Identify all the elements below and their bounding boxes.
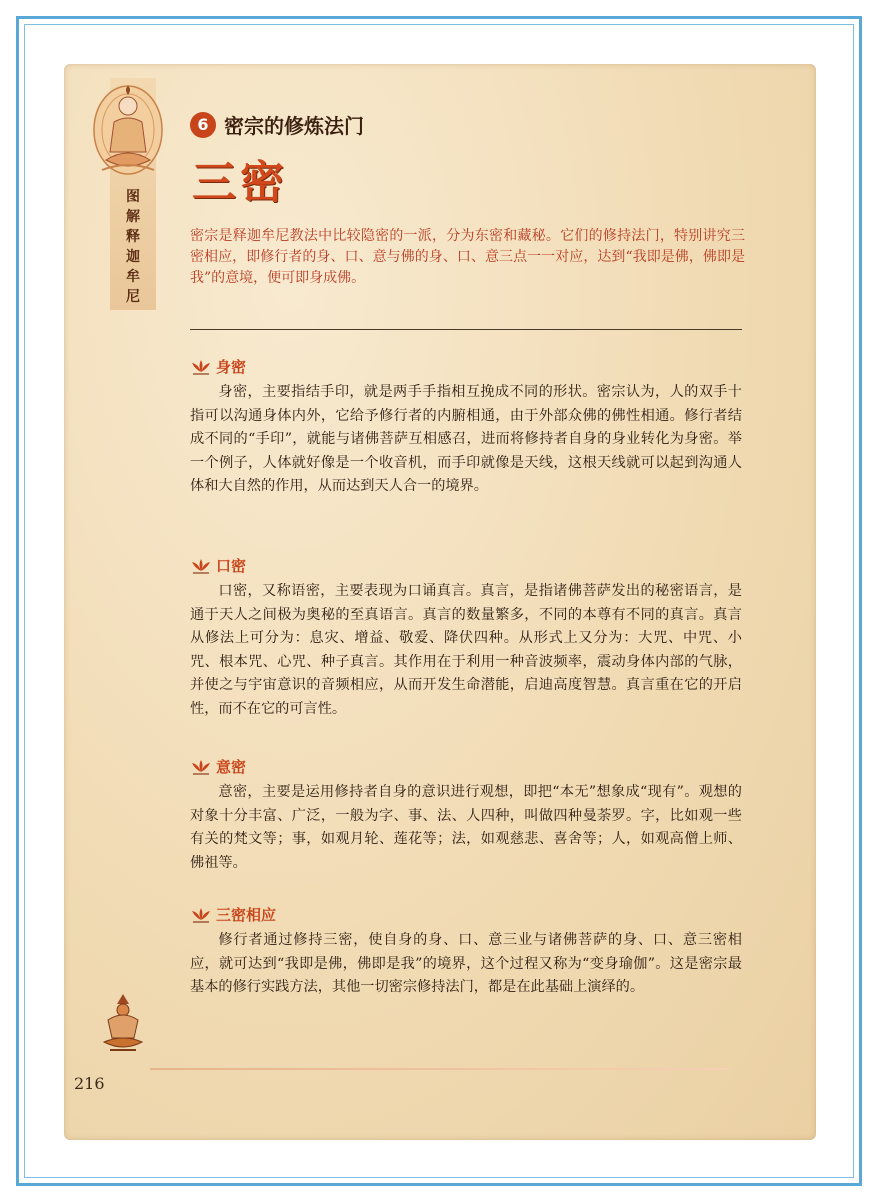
side-title-char: 尼 <box>126 289 140 305</box>
lotus-icon <box>190 758 212 776</box>
section-heading-label: 身密 <box>216 358 247 376</box>
lotus-icon <box>190 358 212 376</box>
footer-rule <box>150 1068 730 1070</box>
section-paragraph: 意密，主要是运用修持者自身的意识进行观想，即把“本无”想象成“现有”。观想的对象十分丰富、广泛，一般为字、事、法、人四种，叫做四种曼荼罗。字，比如观一些有关的梵文等；事，如观月轮、莲花等；法，如观慈悲、喜舍等；人，如观高僧上师、佛祖等。 <box>190 784 742 871</box>
section-heading <box>190 904 276 925</box>
side-title-char: 牟 <box>126 269 140 285</box>
section-paragraph: 身密，主要指结手印，就是两手手指相互挽成不同的形状。密宗认为，人的双手十指可以沟通身体内外，它给予修行者的内腑相通，由于外部众佛的佛性相通。修行者结成不同的“手印”，就能与诸佛菩萨互相感召，进而将修持者自身的身业转化为身密。举一个例子，人体就好像是一个收音机，而手印就像是天线，这根天线就可以起到沟通人体和大自然的作用，从而达到天人合一的境界。 <box>190 384 742 494</box>
chapter-heading <box>190 110 364 139</box>
divider <box>190 329 742 330</box>
side-title-char: 图 <box>126 189 140 205</box>
section-heading-label: 三密相应 <box>216 906 277 924</box>
buddha-figure-icon <box>88 82 168 182</box>
section-heading <box>190 756 246 777</box>
section-paragraph: 口密，又称语密，主要表现为口诵真言。真言，是指诸佛菩萨发出的秘密语言，是通于天人之间极为奥秘的至真语言。真言的数量繁多，不同的本尊有不同的真言。真言从修法上可分为：息灾、增益、敬爱、降伏四种。从形式上又分为：大咒、中咒、小咒、根本咒、心咒、种子真言。其作用在于利用一种音波频率，震动身体内部的气脉，并使之与宇宙意识的音频相应，从而开发生命潜能，启迪高度智慧。真言重在它的开启性，而不在它的可言性。 <box>190 583 742 717</box>
lotus-icon <box>190 906 212 924</box>
chapter-title: 密宗的修炼法门 <box>224 114 364 138</box>
ornament-icon <box>98 990 148 1056</box>
section-heading <box>190 356 246 377</box>
section-heading <box>190 555 246 576</box>
side-title <box>112 188 154 306</box>
side-title-char: 迦 <box>126 249 140 265</box>
chapter-number-badge: 6 <box>190 112 216 138</box>
side-title-char: 解 <box>126 209 140 225</box>
section-paragraph: 修行者通过修持三密，使自身的身、口、意三业与诸佛菩萨的身、口、意三密相应，就可达到“我即是佛，佛即是我”的境界，这个过程又称为“变身瑜伽”。这是密宗最基本的修行实践方法，其他一切密宗修持法门，都是在此基础上演绎的。 <box>190 932 742 995</box>
page-title: 三密 <box>192 157 288 208</box>
lotus-icon <box>190 557 212 575</box>
section-heading-label: 意密 <box>216 758 247 776</box>
intro-paragraph: 密宗是释迦牟尼教法中比较隐密的一派，分为东密和藏秘。它们的修持法门，特别讲究三密相应，即修行者的身、口、意与佛的身、口、意三点一一对应，达到“我即是佛，佛即是我”的意境，便可即身成佛。 <box>190 228 745 286</box>
side-title-char: 释 <box>126 229 140 245</box>
page-number: 216 <box>74 1074 105 1093</box>
section-heading-label: 口密 <box>216 557 247 575</box>
